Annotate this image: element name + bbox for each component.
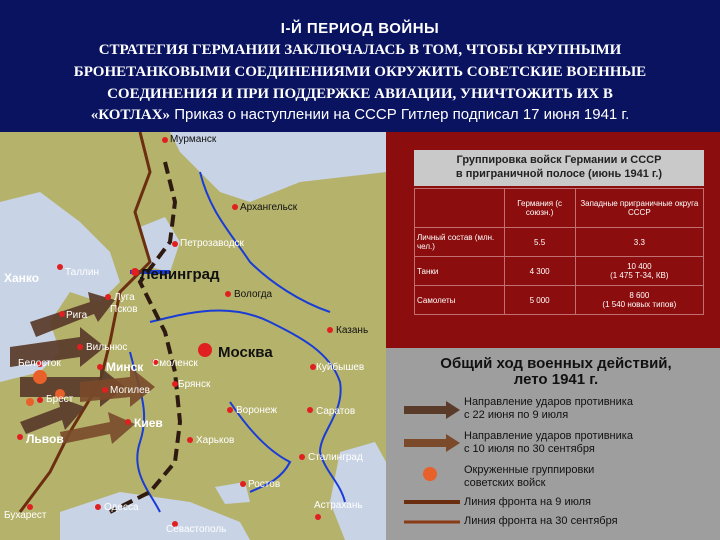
table-row (415, 257, 704, 286)
header-text-line-2: БРОНЕТАНКОВЫМИ СОЕДИНЕНИЯМИ ОКРУЖИТЬ СОВЕТСКИЕ ВОЕННЫЕ (73, 64, 647, 80)
legend-item-line-2: советских войск (464, 477, 546, 489)
city-kiev: Киев (134, 416, 163, 430)
city-bukharest: Бухарест (4, 510, 47, 521)
order-date-text: Приказ о наступлении на СССР Гитлер подписал 17 июня 1941 г. (170, 106, 630, 123)
city-tallin: Таллин (65, 267, 99, 278)
table-row (415, 228, 704, 257)
city-mogilev: Могилев (110, 385, 150, 396)
city-moskva: Москва (218, 344, 273, 361)
front-line-sept-30 (110, 162, 180, 512)
city-astrakhan: Астрахань (314, 500, 363, 511)
city-arkhangelsk: Архангельск (240, 202, 298, 213)
legend-title-line-2: лето 1941 г. (513, 371, 599, 388)
row-label: Танки (415, 257, 505, 286)
city-voronezh: Воронеж (236, 405, 278, 416)
city-murmansk: Мурманск (170, 134, 217, 145)
city-lvov: Львов (26, 432, 64, 446)
cell-ussr-value: 3.3 (633, 237, 645, 247)
cell-ussr-value: 10 400 (627, 262, 652, 271)
city-hanko: Ханко (4, 271, 40, 285)
forces-table-title-line-1: Группировка войск Германии и СССР (456, 154, 662, 166)
forces-comparison-panel (386, 132, 720, 348)
legend-item-line-1: Направление ударов противника (464, 396, 633, 408)
city-sevastopol: Севастополь (166, 524, 227, 535)
map-legend (386, 348, 720, 540)
kotly-quote: «КОТЛАХ» (90, 107, 171, 123)
legend-item-line-2: с 22 июня по 9 июля (464, 409, 569, 421)
forces-table-title (414, 150, 704, 186)
table-row (415, 286, 704, 315)
cell-ussr-note: (1 475 Т-34, КВ) (610, 271, 669, 280)
legend-item-line-1: Линия фронта на 30 сентября (464, 515, 618, 527)
legend-item-line-1: Линия фронта на 9 июля (464, 496, 591, 508)
city-riga: Рига (66, 310, 88, 321)
legend-title-line-1: Общий ход военных действий, (440, 355, 672, 372)
cell-germany: 4 300 (504, 257, 575, 286)
row-label: Самолеты (415, 286, 505, 315)
encircled-icon (420, 464, 440, 484)
forces-table (414, 188, 704, 315)
slide-title: I-Й ПЕРИОД ВОЙНЫ (280, 20, 440, 37)
city-kuibyshev: Куйбышев (316, 362, 365, 373)
arrow-early-icon (402, 400, 462, 420)
legend-item-encircled (464, 464, 594, 490)
cell-ussr-value: 8 600 (629, 291, 650, 300)
cell-germany: 5 000 (504, 286, 575, 315)
city-pskov: Псков (110, 304, 138, 315)
city-smolensk: Смоленск (152, 358, 198, 369)
cell-ussr (575, 228, 703, 257)
city-luga: Луга (114, 292, 135, 303)
cell-ussr-note: (1 540 новых типов) (602, 300, 677, 309)
city-leningrad: Ленинград (140, 266, 220, 283)
col-header-germany: Германия (с союзн.) (504, 189, 575, 228)
city-odessa: Одесса (104, 502, 139, 513)
city-stalingrad: Сталинград (308, 452, 363, 463)
header-text-line-4 (0, 106, 720, 124)
legend-item-line-2: с 10 июля по 30 сентября (464, 443, 595, 455)
front-july-icon (402, 498, 462, 506)
row-label: Личный состав (млн. чел.) (415, 228, 505, 257)
arrow-late-icon (402, 433, 462, 453)
legend-item-front-july (464, 496, 591, 509)
city-rostov: Ростов (248, 479, 281, 490)
legend-item-front-sept (464, 515, 618, 528)
header-text-line-3: СОЕДИНЕНИЯ И ПРИ ПОДДЕРЖКЕ АВИАЦИИ, УНИЧТОЖИТЬ ИХ В (107, 86, 613, 102)
cell-germany: 5.5 (504, 228, 575, 257)
map-graphics (0, 132, 386, 540)
legend-item-line-1: Направление ударов противника (464, 430, 633, 442)
city-kharkov: Харьков (196, 435, 235, 446)
city-vologda: Вологда (234, 289, 273, 300)
city-belostok: Белосток (18, 358, 61, 369)
city-bryansk: Брянск (178, 379, 211, 390)
city-petrozavodsk: Петрозаводск (180, 238, 244, 249)
front-sept-icon (402, 518, 462, 526)
city-saratov: Саратов (316, 406, 356, 417)
cell-ussr (575, 286, 703, 315)
cell-ussr (575, 257, 703, 286)
forces-table-title-line-2: в приграничной полосе (июнь 1941 г.) (455, 168, 663, 180)
table-header-row (415, 189, 704, 228)
col-header-ussr: Западные приграничные округа СССР (575, 189, 703, 228)
war-map (0, 132, 386, 540)
slide-header (0, 0, 720, 132)
city-kazan: Казань (336, 325, 369, 336)
legend-item-early (464, 396, 633, 422)
city-minsk: Минск (106, 360, 144, 374)
header-text-line-1: СТРАТЕГИЯ ГЕРМАНИИ ЗАКЛЮЧАЛАСЬ В ТОМ, ЧТОБЫ КРУПНЫМИ (98, 42, 622, 58)
city-vilnius: Вильнюс (86, 342, 128, 353)
table-corner-cell (415, 189, 505, 228)
legend-title (426, 356, 686, 388)
legend-item-late (464, 430, 633, 456)
legend-item-line-1: Окруженные группировки (464, 464, 595, 476)
city-brest: Брест (46, 394, 74, 405)
